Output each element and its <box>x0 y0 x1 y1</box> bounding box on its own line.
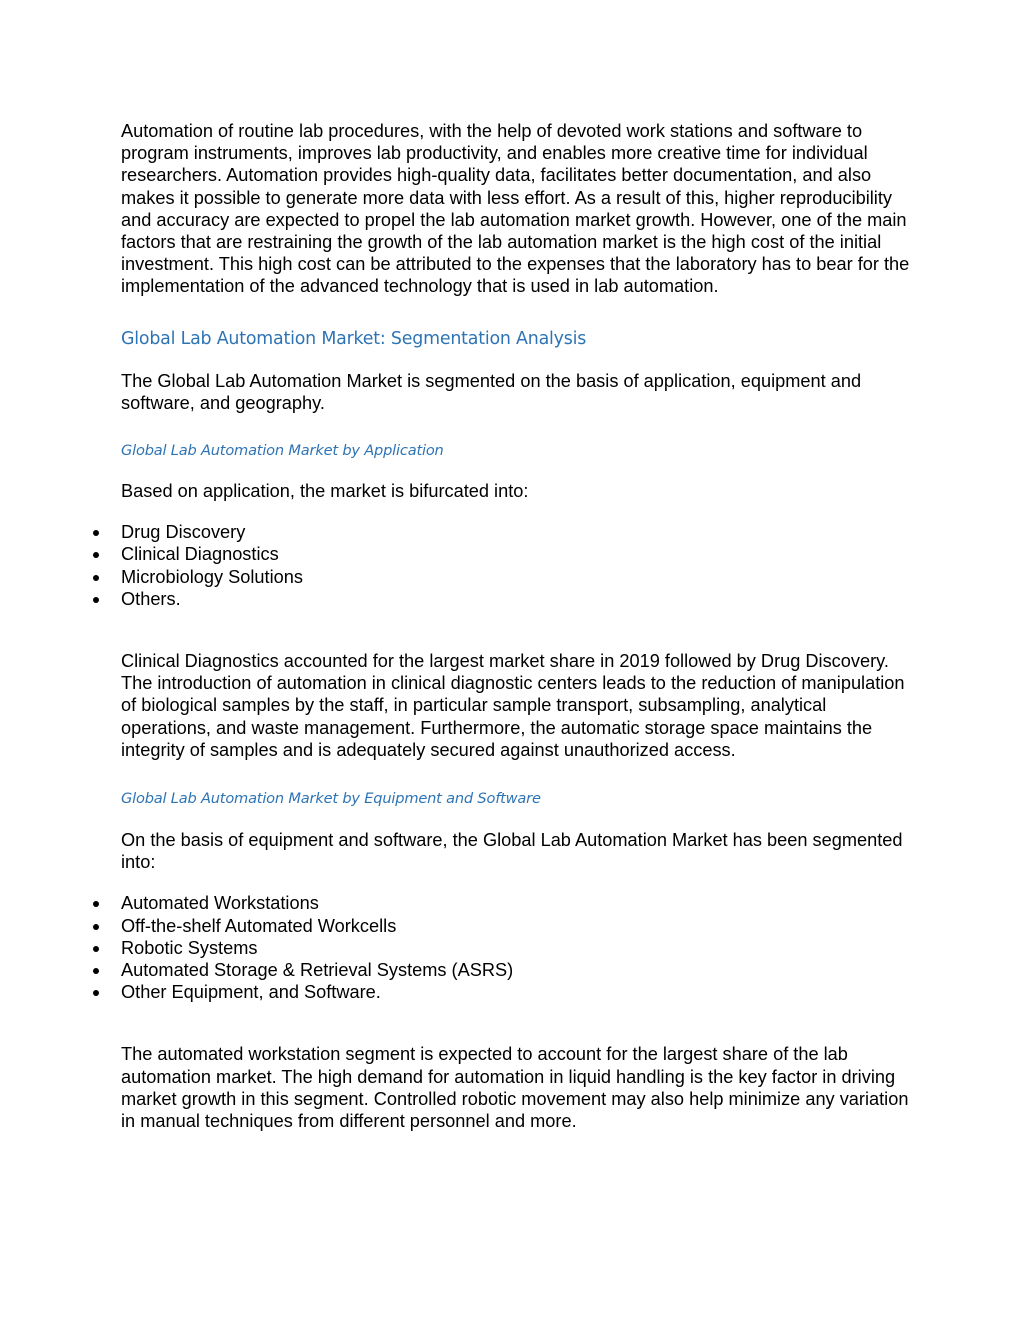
equipment-heading: Global Lab Automation Market by Equipment and Software <box>121 790 541 808</box>
list-item: Others. <box>121 588 921 610</box>
application-paragraph: Clinical Diagnostics accounted for the largest market share in 2019 followed by Drug Discovery. The introduction of automation in clinical diagnostic centers leads to the reduction of manipulation of biological samples by the staff, in particular sample transport, subsampling, analytical operations, and waste management. Furthermore, the automatic storage space maintains the integrity of samples and is adequately secured against unauthorized access. <box>121 651 905 760</box>
list-item: Off-the-shelf Automated Workcells <box>121 915 921 937</box>
list-item: Microbiology Solutions <box>121 566 921 588</box>
application-list <box>121 521 921 610</box>
list-item: Automated Workstations <box>121 892 921 914</box>
equipment-intro: On the basis of equipment and software, the Global Lab Automation Market has been segmented into: <box>121 830 903 873</box>
application-heading: Global Lab Automation Market by Application <box>121 442 444 460</box>
equipment-paragraph: The automated workstation segment is expected to account for the largest share of the lab automation market. The high demand for automation in liquid handling is the key factor in driving market growth in this segment. Controlled robotic movement may also help minimize any variation in manual techniques from different personnel and more. <box>121 1044 909 1132</box>
equipment-list <box>121 892 921 1003</box>
application-intro: Based on application, the market is bifurcated into: <box>121 481 529 502</box>
segmentation-paragraph: The Global Lab Automation Market is segmented on the basis of application, equipment and software, and geography. <box>121 370 862 413</box>
list-item: Other Equipment, and Software. <box>121 981 921 1003</box>
list-item: Clinical Diagnostics <box>121 543 921 565</box>
intro-paragraph: Automation of routine lab procedures, with the help of devoted work stations and software to program instruments, improves lab productivity, and enables more creative time for individual researchers. Automation provides high-quality data, facilitates better documentation, and also makes it possible to generate more data with less effort. As a result of this, higher reproducibility and accuracy are expected to propel the lab automation market growth. However, one of the main factors that are restraining the growth of the lab automation market is the high cost of the initial investment. This high cost can be attributed to the expenses that the laboratory has to bear for the implementation of the advanced technology that is used in lab automation. <box>121 121 910 297</box>
list-item: Robotic Systems <box>121 937 921 959</box>
document-body <box>121 120 921 1132</box>
list-item: Drug Discovery <box>121 521 921 543</box>
segmentation-heading: Global Lab Automation Market: Segmentation Analysis <box>121 328 587 349</box>
list-item: Automated Storage & Retrieval Systems (ASRS) <box>121 959 921 981</box>
